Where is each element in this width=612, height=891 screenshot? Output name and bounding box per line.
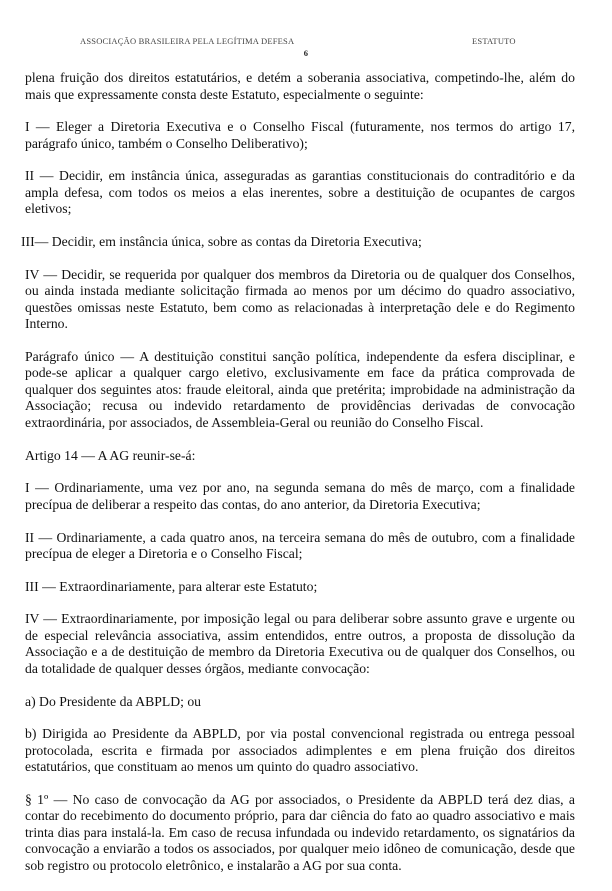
page-number: 6 [303, 48, 309, 58]
item-i: I — Eleger a Diretoria Executiva e o Conselho Fiscal (futuramente, nos termos do artigo 17, parágrafo único, também o Conselho Deliberativo); [25, 119, 575, 151]
article-14-item-iii: III — Extraordinariamente, para alterar este Estatuto; [25, 578, 318, 594]
item-iv: IV — Decidir, se requerida por qualquer dos membros da Diretoria ou de qualquer dos Conselhos, ou ainda instada mediante solicitação firmada ao menos por um décimo do quadro associativo, questões omissas neste Estatuto, bem como as relacionadas à interpretação dele e do Regimento Interno. [25, 266, 575, 332]
article-14-item-i: I — Ordinariamente, uma vez por ano, na segunda semana do mês de março, com a finalidade precípua de deliberar a respeito das contas, do ano anterior, da Diretoria Executiva; [25, 480, 575, 512]
article-14-item-ii: II — Ordinariamente, a cada quatro anos, na terceira semana do mês de outubro, com a finalidade precípua de eleger a Diretoria e o Conselho Fiscal; [25, 529, 575, 561]
document-body [21, 70, 575, 891]
organization-name: ASSOCIAÇÃO BRASILEIRA PELA LEGÍTIMA DEFESA [80, 36, 295, 46]
item-iii: III— Decidir, em instância única, sobre as contas da Diretoria Executiva; [21, 234, 422, 250]
article-14-item-iv: IV — Extraordinariamente, por imposição legal ou para deliberar sobre assunto grave e urgente ou de especial relevância associativa, assim entendidos, entre outros, a proposta de dissolução da Associação e a de destituição de membro da Diretoria Executiva ou de qualquer dos Conselhos, ou da totalidade de qualquer desses órgãos, mediante convocação: [25, 611, 575, 676]
page-header [0, 36, 612, 66]
item-ii: II — Decidir, em instância única, asseguradas as garantias constitucionais do contraditório e da ampla defesa, com todos os meios a elas inerentes, sobre a destituição de ocupantes de cargos eletivos; [25, 168, 575, 217]
paragraph-continuation: plena fruição dos direitos estatutários, e detém a soberania associativa, competindo-lhe, além do mais que expressamente consta deste Estatuto, especialmente o seguinte: [25, 70, 575, 102]
document-label: ESTATUTO [472, 36, 516, 46]
subitem-b: b) Dirigida ao Presidente da ABPLD, por via postal convencional registrada ou entrega pessoal protocolada, escrita e firmada por associados adimplentes e em plena fruição dos direitos estatutários, que constituam ao menos um quinto do quadro associativo. [25, 726, 575, 775]
article-14-heading: Artigo 14 — A AG reunir-se-á: [25, 447, 196, 463]
section-1: § 1º — No caso de convocação da AG por associados, o Presidente da ABPLD terá dez dias, a contar do recebimento do documento próprio, para dar ciência do fato ao quadro associativo e mais trinta dias para instalá-la. Em caso de recusa infundada ou indevido retardamento, os signatários da convocação a enviarão a todos os associados, por qualquer meio idôneo de comunicação, desde que sob registro ou protocolo eletrônico, e instalarão a AG por sua conta. [25, 791, 575, 873]
paragrafo-unico: Parágrafo único — A destituição constitui sanção política, independente da esfera disciplinar, e pode-se aplicar a qualquer cargo eletivo, exclusivamente em face da prática comprovada de qualquer dos seguintes atos: fraude eleitoral, ainda que pretérita; improbidade na administração da Associação; recusa ou indevido retardamento de providências derivadas de convocação extraordinária, por associados, de Assembleia-Geral ou reunião do Conselho Fiscal. [25, 348, 575, 430]
subitem-a: a) Do Presidente da ABPLD; ou [25, 693, 202, 709]
